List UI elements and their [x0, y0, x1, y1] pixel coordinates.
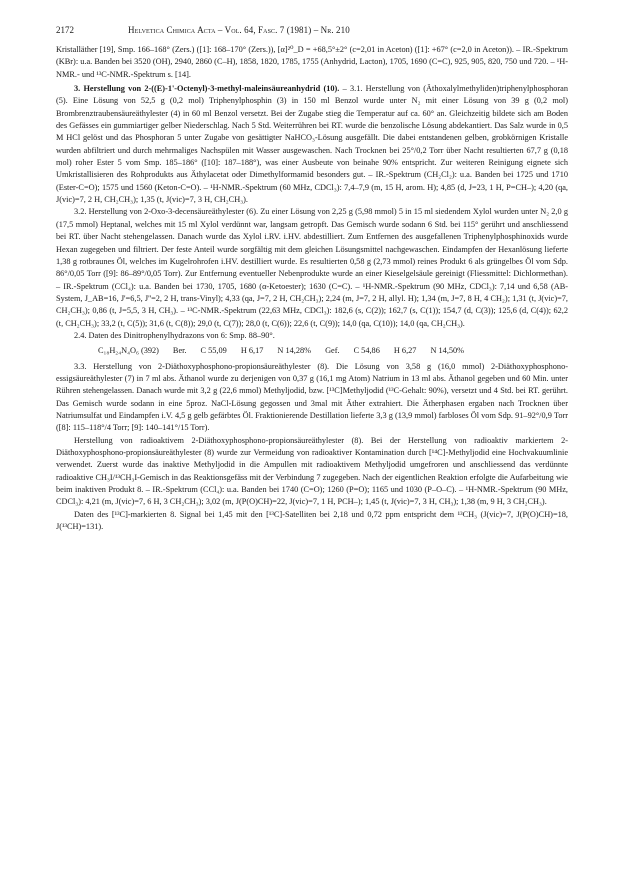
- running-header: [56, 23, 568, 37]
- paragraph-2-4: 2.4. Daten des Dinitrophenylhydrazons von 6: Smp. 88–90°.: [74, 330, 275, 340]
- elemental-analysis: [56, 345, 568, 357]
- paragraph-kristall: Kristalläther [19], Smp. 166–168° (Zers.) ([1]: 168–170° (Zers.)), [α]²⁰_D = +68,5°±2° (c=2,01 in Aceton) ([1]: +67° (c=2,0 in Aceton)). – IR.-Spektrum (KBr): u.a. Banden bei 3520 (OH), 2940, 2860 (C–H), 1858, 1820, 1785, 1755 (Anhydrid, Lacton), 1705, 1690 (C=C), 925, 905, 820, 750 und 720. – ¹H-NMR.- und ¹³C-NMR.-Spektrum s. [14].: [56, 45, 568, 79]
- paragraph-section-3: [56, 83, 568, 206]
- found-label: Gef.: [325, 346, 340, 356]
- paragraph-3-2: 3.2. Herstellung von 2-Oxo-3-decensäureäthylester (6). Zu einer Lösung von 2,25 g (5,98 mmol) 5 in 15 ml siedendem Xylol wurden unter N₂ 2,0 g (17,5 mmol) Heptanal, welches mit 15 ml Xylol verdünnt war, langsam getropft. Das Gemisch wurde sodann 6 Std. bei 115° gerührt und anschliessend bei RT. über Nacht stehengelassen. Danach wurde das Xylol i.RV. i.HV. abdestilliert. Zum Entfernen des ausgefallenen Triphenylphosphinoxids wurde Hexan zugegeben und filtriert. Der feste Anteil wurde sorgfältig mit dem gleichen Lösungsmittel nachgewaschen. Eindampfen der Hexanlösung lieferte 1,38 g rotbraunes Öl, welches im Kugelrohrofen i.HV. destilliert wurde. Es resultierten 0,58 g (2,73 mmol) reines Produkt 6 als grüngelbes Öl vom Sdp. 86°/0,05 Torr ([9]: 86–89°/0,05 Torr). Zur Entfernung eventueller Nebenprodukte wurde an einer Kieselgelsäule gereinigt (Fliessmittel: Dichlormethan). – IR.-Spektrum (CCl₄): u.a. Banden bei 1730, 1705, 1680 (α-Ketoester); 1630 (C=C). – ¹H-NMR.-Spektrum (90 MHz, CDCl₃): 7,14 und 6,58 (AB-System, J_AB=16, J'=6,5, J''=2, 2 H, trans-Vinyl); 4,33 (qa, J=7, 2 H, CH₂CH₃); 2,24 (m, J=7, 2 H, allyl. H); 1,34 (m, J=7, 8 H, 4 CH₂); 1,31 (t, J(vic)=7, CH₂CH₃); 0,86 (t, J=5,5, 3 H, CH₃). – ¹³C-NMR.-Spektrum (22,63 MHz, CDCl₃): 182,6 (s, C(2)); 162,7 (s, C(1)); 154,7 (d, C(3)); 125,6 (d, C(4)); 62,2 (t, CH₂CH₃); 33,2 (t, C(5)); 31,6 (t, C(8)); 29,0 (t, C(7)); 28,0 (t, C(6)); 22,6 (t, C(9)); 14,0 (qa, C(10)); 14,0 (qa, CH₂CH₃).: [56, 207, 568, 328]
- calc-n: N 14,28%: [277, 346, 312, 356]
- formula: C₁₈H₂₄N₄O₆ (392): [98, 346, 159, 356]
- found-c: C 54,86: [353, 346, 380, 356]
- calc-label: Ber.: [172, 346, 187, 356]
- page-number: 2172: [56, 25, 74, 35]
- calc-c: C 55,09: [200, 346, 227, 356]
- journal-title: Helvetica Chimica Acta – Vol. 64, Fasc. 7 (1981) – Nr. 210: [128, 25, 350, 35]
- found-n: N 14,50%: [430, 346, 465, 356]
- paragraph-radioactive: Herstellung von radioaktivem 2-Diäthoxyphosphono-propionsäureäthylester (8). Bei der Herstellung von radioaktiv markiertem 2-Diäthoxyphosphono-propionsäureäthylester (8) wurde zur Vermeidung von radioaktiver Kontamination durch [¹⁴C]-Methyljodid eine Hochvakuumlinie verwendet. Zuerst wurde das inaktive Methyljodid in die Ampullen mit radioaktivem Methyljodid umgefroren und anschliessend das verdünnte radioaktive CH₃I/¹³CH₃I-Gemisch in das Reaktionsgefäss mit der Verbindung 7 zugegeben. Nach der eigentlichen Reaktion erfolgte die Aufarbeitung wie beim inaktiven Produkt 8. – IR.-Spektrum (CCl₄): u.a. Banden bei 1740 (C=O); 1260 (P=O); 1165 und 1030 (P–O–C). – ¹H-NMR.-Spektrum (90 MHz, CDCl₃): 4,21 (m, J(vic)=7, 6 H, 3 CH₂CH₃); 3,02 (m, J(P(O)CH)=22, J(vic)=7, 1 H, PCH–); 1,45 (t, J(vic)=7, 3 H, CH₃); 1,38 (m, 9 H, 3 CH₂CH₃).: [56, 435, 568, 507]
- paragraph-3-3: 3.3. Herstellung von 2-Diäthoxyphosphono-propionsäureäthylester (8). Die Lösung von 3,58 g (16,0 mmol) 2-Diäthoxyphosphono-essigsäureäthylester (7) in 7 ml abs. Äthanol wurde zu derjenigen von 0,37 g (16,1 mg Atom) Natrium in 13 ml abs. Äthanol gegeben und 60 Min. unter Rühren stehengelassen. Danach wurde mit 3,2 g (22,6 mmol) Methyljodid, bzw. [¹³C]Methyljodid (¹³C-Gehalt: 90%), versetzt und 4 Std. bei RT. gerührt. Das Gemisch wurde sodann in eine 5proz. NaCl-Lösung gegossen und 3mal mit Äther extrahiert. Die Ätherphasen ergaben nach Trocknen über Natriumsulfat und Eindampfen i.V. 4,5 g gelb gefärbtes Öl. Fraktionierende Destillation lieferte 3,3 g (13,9 mmol) farbloses Öl vom Sdp. 91–92°/0,9 Torr ([8]: 115–118°/4 Torr; [9]: 140–141°/15 Torr).: [56, 361, 568, 433]
- article-body: [56, 44, 568, 533]
- calc-h: H 6,17: [240, 346, 264, 356]
- section-heading: 3. Herstellung von 2-((E)-1'-Octenyl)-3-methyl-maleinsäureanhydrid (10).: [74, 84, 340, 94]
- section-3-1-text: – 3.1. Herstellung von (Äthoxalylmethyliden)triphenylphosphoran (5). Eine Lösung von 52,5 g (0,2 mol) Triphenylphosphin (3) in 150 ml Benzol wurde unter N₂ mit einer Lösung von 39 g (0,2 mol) Brombrenztraubensäureäthylester (4) in 60 ml Benzol versetzt. Bei der Zugabe stieg die Temperatur auf ca. 60° an. Gleichzeitig bildete sich am Boden des Gefässes ein gummiartiger gelber Niederschlag. Nach 5 Std. Weiterrühren bei RT. wurde die benzolische Lösung abdekantiert. Das Salz wurde in 0,5 M HCl gelöst und das Phosphoran 5 unter Zugabe von gesättigter NaHCO₃-Lösung ausgefällt. Die dabei entstandenen gelben, grobkörnigen Kristalle wurden abfiltriert und durch mehrmaliges Nachspülen mit Wasser ausgewaschen. Nach Trocknen bei 25°/0,2 Torr über Nacht resultierten 67,7 g (0,18 mol) roher Ester 5 vom Smp. 185–186° ([10]: 187–188°), was einer Ausbeute von beinahe 90% entspricht. Zur weiteren Reinigung eignete sich Umkristallisieren des Rohprodukts aus Äthylacetat oder Dimethylformamid besonders gut. – IR.-Spektrum (CH₂Cl₂): u.a. Banden bei 1725 und 1710 (Ester-C=O); 1575 und 1560 (Keton-C=O). – ¹H-NMR.-Spektrum (60 MHz, CDCl₃): 7,4–7,9 (m, 15 H, arom. H); 4,85 (d, J=23, 1 H, P=CH–); 4,20 (qa, J(vic)=7, 2 H, CH₂CH₃); 1,35 (t, J(vic)=7, 3 H, CH₂CH₃).: [56, 84, 568, 205]
- found-h: H 6,27: [393, 346, 417, 356]
- paragraph-13c-data: Daten des [¹³C]-markierten 8. Signal bei 1,45 mit den [¹³C]-Satelliten bei 2,18 und 0,72 ppm entspricht dem ¹³CH₃ (J(vic)=7, J(P(O)CH)=18, J(¹³CH)=131).: [56, 509, 568, 532]
